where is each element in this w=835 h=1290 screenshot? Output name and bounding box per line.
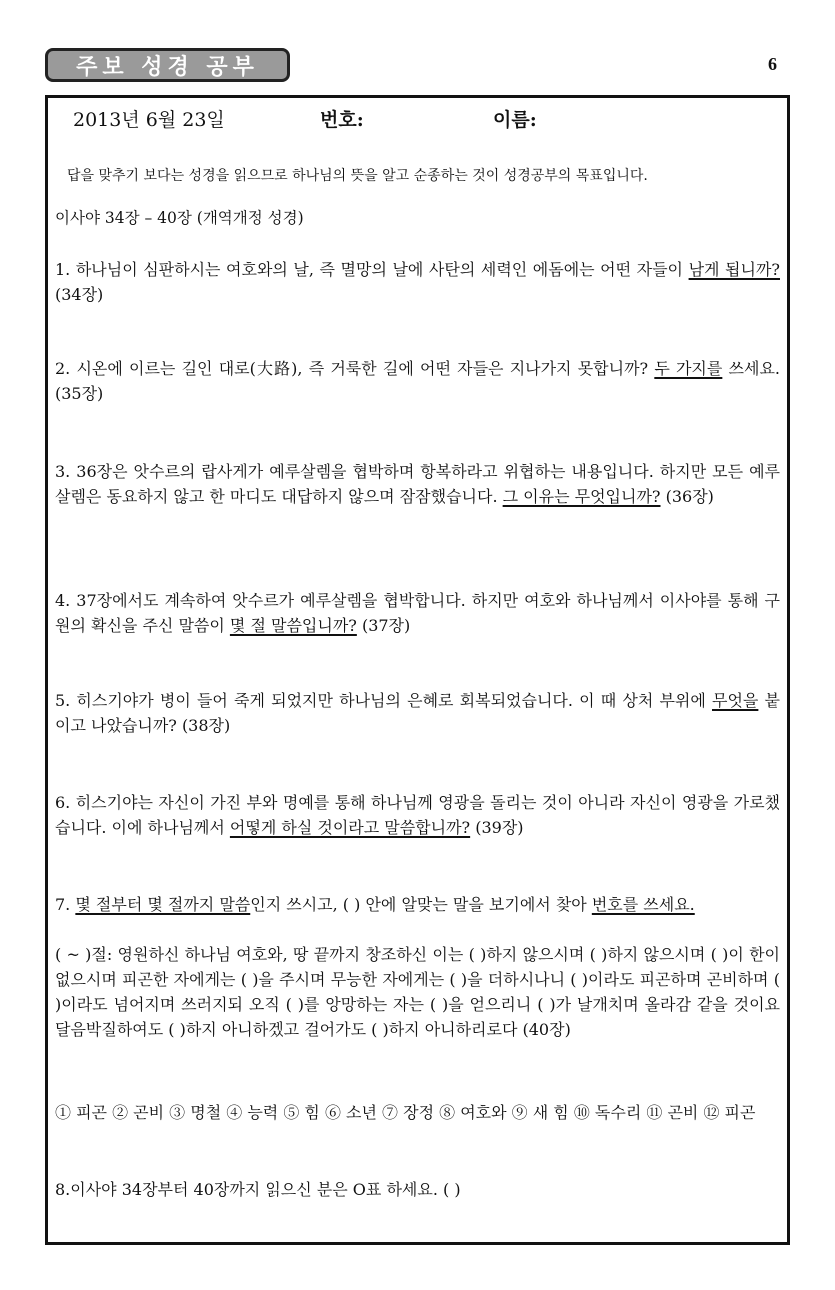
- question-3: 3. 36장은 앗수르의 랍사게가 예루살렘을 협박하며 항복하라고 위협하는 내용입니다. 하지만 모든 예루살렘은 동요하지 않고 한 마디도 대답하지 않으며 잠잠했습니다. 그 이유는 무엇입니까? (36장): [55, 462, 780, 506]
- section-title-tab: [45, 48, 290, 82]
- subtitle: 이사야 34장 – 40장 (개역개정 성경): [55, 209, 304, 227]
- question-1: 1. 하나님이 심판하시는 여호와의 날, 즉 멸망의 날에 사탄의 세력인 에돔에는 어떤 자들이 남게 됩니까? (34장): [55, 260, 780, 304]
- section-title: 주보 성경 공부: [76, 54, 259, 80]
- question-5: 5. 히스기야가 병이 들어 죽게 되었지만 하나님의 은혜로 회복되었습니다. 이 때 상처 부위에 무엇을 붙이고 나았습니까? (38장): [55, 691, 781, 735]
- page-number: 6: [768, 54, 777, 74]
- number-label: 번호:: [320, 109, 364, 131]
- name-label: 이름:: [493, 109, 537, 131]
- question-4: 4. 37장에서도 계속하여 앗수르가 예루살렘을 협박합니다. 하지만 여호와 하나님께서 이사야를 통해 구원의 확신을 주신 말씀이 몇 절 말씀입니까? (37장): [55, 591, 780, 635]
- question-7: 7. 몇 절부터 몇 절까지 말씀인지 쓰시고, ( ) 안에 알맞는 말을 보기에서 찾아 번호를 쓰세요.: [55, 895, 695, 914]
- question-2: 2. 시온에 이르는 길인 대로(大路), 즉 거룩한 길에 어떤 자들은 지나가지 못합니까? 두 가지를 쓰세요. (35장): [55, 359, 780, 403]
- question-6: 6. 히스기야는 자신이 가진 부와 명예를 통해 하나님께 영광을 돌리는 것이 아니라 자신이 영광을 가로챘습니다. 이에 하나님께서 어떻게 하실 것이라고 말씀합니까? (39장): [55, 793, 780, 837]
- question-8: 8.이사야 34장부터 40장까지 읽으신 분은 O표 하세요. ( ): [55, 1180, 461, 1199]
- intro-text: 답을 맞추기 보다는 성경을 읽으므로 하나님의 뜻을 알고 순종하는 것이 성경공부의 목표입니다.: [67, 168, 648, 184]
- answer-choices: ① 피곤 ② 곤비 ③ 명철 ④ 능력 ⑤ 힘 ⑥ 소년 ⑦ 장정 ⑧ 여호와 ⑨ 새 힘 ⑩ 독수리 ⑪ 곤비 ⑫ 피곤: [55, 1103, 756, 1122]
- date: 2013년 6월 23일: [73, 109, 225, 131]
- question-7-passage: ( ~ )절: 영원하신 하나님 여호와, 땅 끝까지 창조하신 이는 ( )하지 않으시며 ( )하지 않으시며 ( )이 한이 없으시며 피곤한 자에게는 ( )을 주시며 무능한 자에게는 ( )을 더하시나니 ( )이라도 피곤하며 곤비하며 ( )이라도 넘어지며 쓰러지되 오직 ( )를 앙망하는 자는 ( )을 얻으리니 ( )가 날개치며 올라감 같을 것이요 달음박질하여도 ( )하지 아니하겠고 걸어가도 ( )하지 아니하리로다 (40장): [55, 945, 780, 1039]
